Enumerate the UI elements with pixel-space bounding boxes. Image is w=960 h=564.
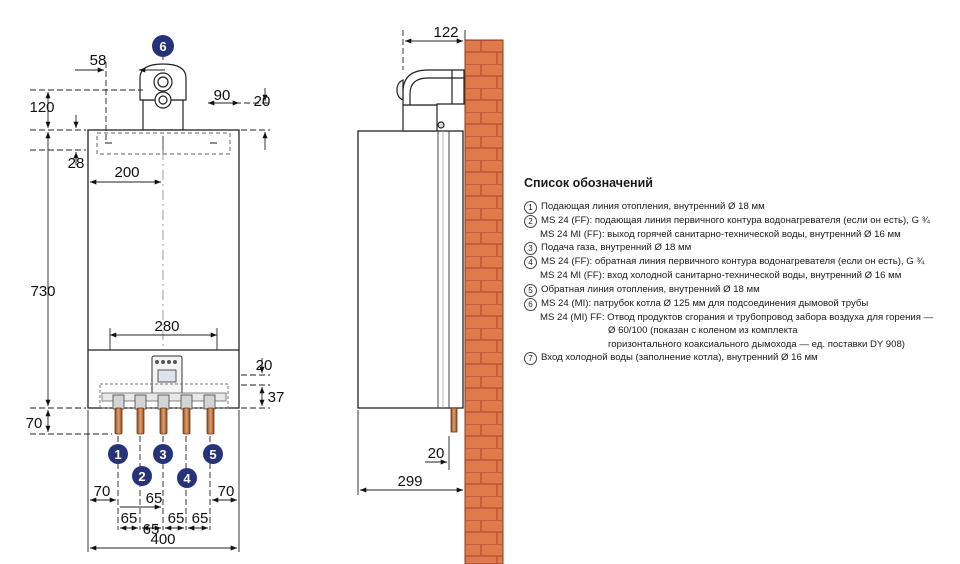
legend-text-continued: MS 24 MI (FF): выход горячей санитарно-технической воды, внутренний Ø 16 мм xyxy=(540,229,901,240)
side-view xyxy=(358,40,503,564)
legend-item-2 xyxy=(524,214,954,241)
legend-text: MS 24 (FF): обратная линия первичного контура водонагревателя (если он есть), G ¾ xyxy=(541,256,925,268)
flue-outlet xyxy=(140,64,186,130)
cold-water-pipe xyxy=(451,408,457,432)
dim-left-edge: 70 xyxy=(93,483,111,500)
dim-total-width: 400 xyxy=(150,531,176,548)
dim-pipe-length: 70 xyxy=(25,415,43,432)
dim-total-height: 730 xyxy=(30,283,56,300)
dim-panel-width: 280 xyxy=(154,318,180,335)
legend-number: 7 xyxy=(524,352,537,365)
legend-item-5 xyxy=(524,283,954,297)
legend-text: Вход холодной воды (заполнение котла), внутренний Ø 16 мм xyxy=(541,352,818,364)
dim-half-width: 200 xyxy=(114,164,140,181)
legend-number: 1 xyxy=(524,201,537,214)
dim-spacing-2: 65 xyxy=(142,521,160,538)
legend-text: Обратная линия отопления, внутренний Ø 18 мм xyxy=(541,283,760,295)
legend-title: Список обозначений xyxy=(524,176,653,190)
brick-wall xyxy=(465,40,503,564)
badge-1: 1 xyxy=(114,447,122,462)
legend-text-continued: горизонтального коаксиального дымохода — ед. поставки DY 908) xyxy=(608,338,906,350)
legend-item-6 xyxy=(524,297,954,351)
badge-5: 5 xyxy=(209,447,217,462)
legend-item-1 xyxy=(524,200,954,214)
legend-item-4 xyxy=(524,255,954,282)
dim-bottom-gap: 20 xyxy=(255,357,273,374)
badge-6: 6 xyxy=(159,39,167,54)
dim-right-gap: 20 xyxy=(253,93,271,110)
dim-top-margin: 28 xyxy=(67,155,85,172)
legend-item-3 xyxy=(524,241,954,255)
dim-spacing-1: 65 xyxy=(120,510,138,527)
legend xyxy=(524,176,954,365)
dim-flue-depth: 122 xyxy=(433,24,459,41)
legend-number: 4 xyxy=(524,256,537,269)
dim-top-height: 120 xyxy=(29,99,55,116)
legend-item-7 xyxy=(524,351,954,365)
legend-text-continued: MS 24 (MI) FF: Отвод продуктов сгорания и трубопровод забора воздуха для горения — xyxy=(540,311,934,323)
legend-text: Подача газа, внутренний Ø 18 мм xyxy=(541,242,692,254)
dim-flue-offset: 58 xyxy=(89,52,107,69)
dim-spacing-4: 65 xyxy=(191,510,209,527)
dim-bottom-height: 37 xyxy=(267,389,285,406)
legend-text-continued: Ø 60/100 (показан с коленом из комплекта xyxy=(608,325,798,337)
badge-4: 4 xyxy=(183,471,191,486)
dim-spacing-3: 65 xyxy=(167,510,185,527)
dim-right-offset: 90 xyxy=(213,87,231,104)
legend-number: 3 xyxy=(524,242,537,255)
badge-3: 3 xyxy=(159,447,167,462)
connection-pipes xyxy=(115,408,214,434)
legend-text: MS 24 (MI): патрубок котла Ø 125 мм для подсоединения дымовой трубы xyxy=(541,297,869,309)
dim-right-edge: 70 xyxy=(217,483,235,500)
legend-text-continued: MS 24 MI (FF): вход холодной санитарно-технической воды, внутренний Ø 16 мм xyxy=(540,270,902,282)
legend-number: 5 xyxy=(524,284,537,297)
dim-spacing-middle: 65 xyxy=(145,490,163,507)
flue-elbow xyxy=(397,70,464,131)
boiler-side-casing xyxy=(358,131,463,408)
badge-2: 2 xyxy=(138,469,146,484)
legend-number: 2 xyxy=(524,215,537,228)
dim-wall-gap: 20 xyxy=(427,445,445,462)
dim-depth: 299 xyxy=(397,473,423,490)
legend-text: MS 24 (FF): подающая линия первичного контура водонагревателя (если он есть), G ¾ xyxy=(541,215,930,226)
legend-text: Подающая линия отопления, внутренний Ø 18 мм xyxy=(541,201,765,212)
legend-number: 6 xyxy=(524,298,537,311)
control-panel xyxy=(152,356,182,396)
front-view xyxy=(88,64,239,434)
